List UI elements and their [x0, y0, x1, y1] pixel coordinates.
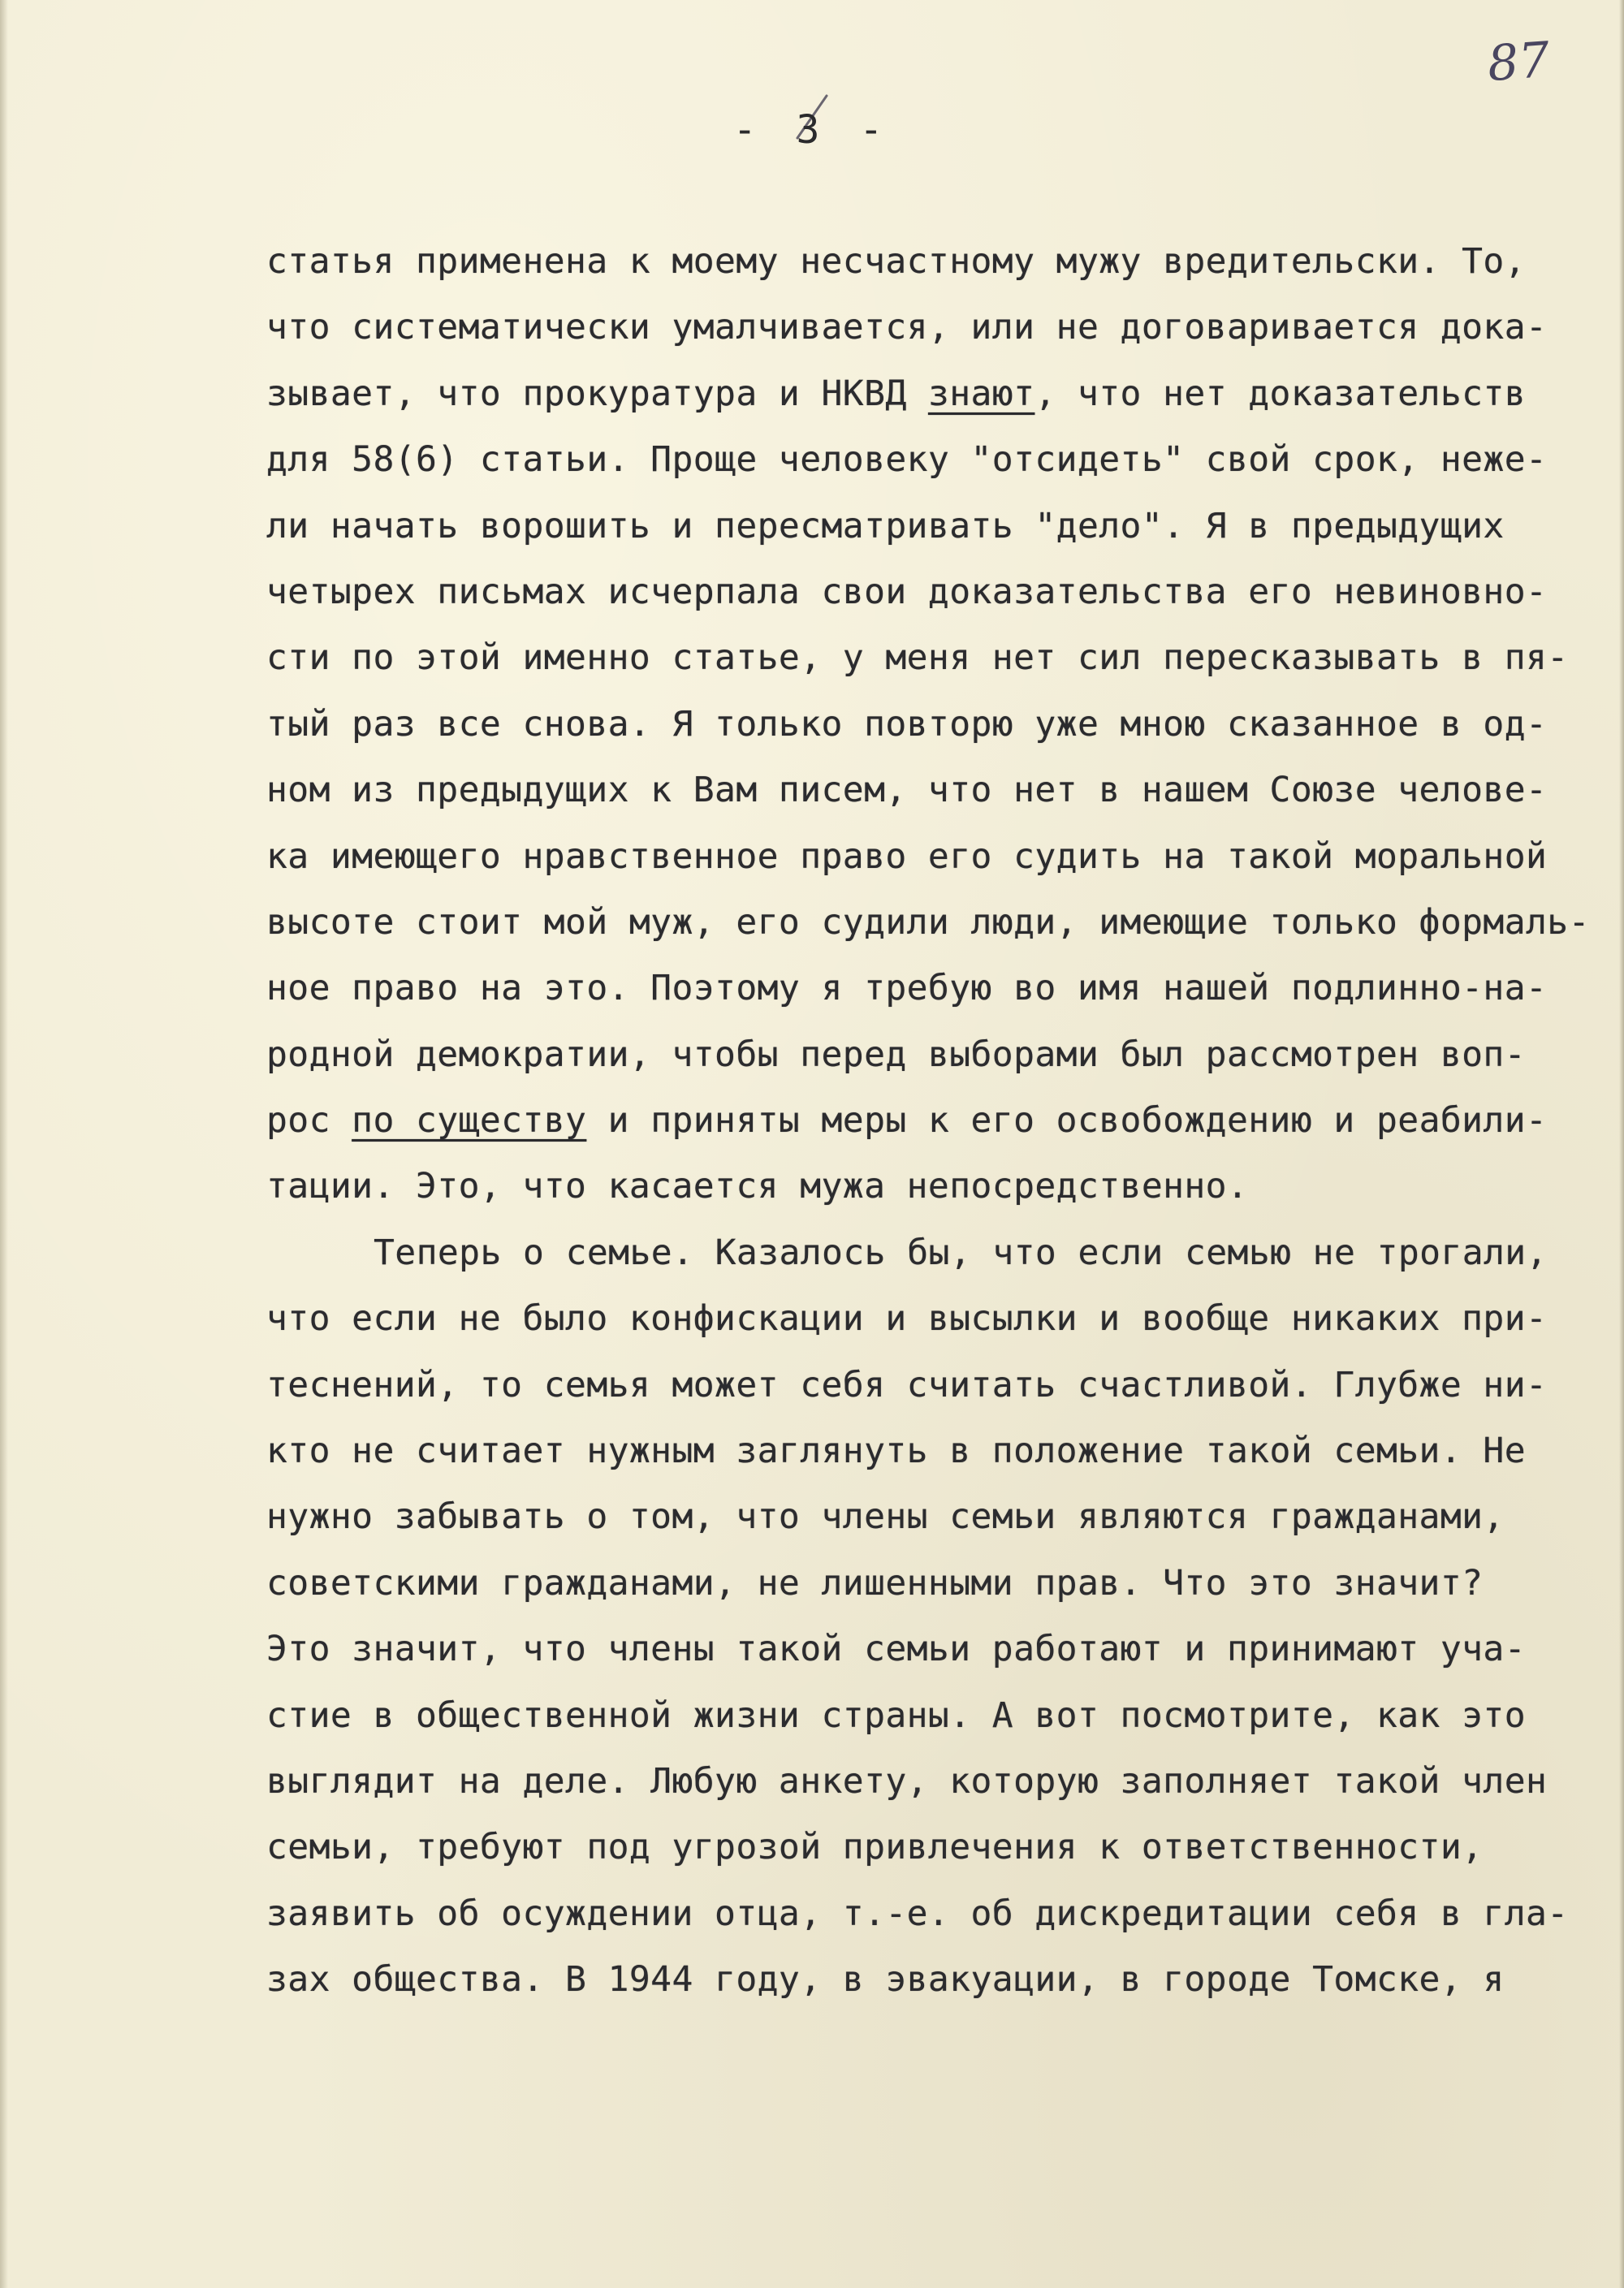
text-line: кто не считает нужным заглянуть в положение такой семьи. Не	[266, 1431, 1527, 1472]
archive-folio-number: 87	[1485, 31, 1552, 93]
text-line: зах общества. В 1944 году, в эвакуации, в городе Томске, я	[266, 1959, 1505, 2001]
text-line: тый раз все снова. Я только повторю уже мною сказанное в од-	[266, 703, 1548, 745]
text-line: семьи, требуют под угрозой привлечения к ответственности,	[266, 1827, 1484, 1868]
underlined-emphasis: знают	[927, 373, 1035, 414]
text-line: выглядит на деле. Любую анкету, которую заполняет такой член	[266, 1760, 1548, 1802]
text-line: что систематически умалчивается, или не договаривается дока-	[266, 307, 1548, 348]
text-line: родной демократии, чтобы перед выборами был рассмотрен воп-	[266, 1034, 1527, 1075]
text-line: стие в общественной жизни страны. А вот посмотрите, как это	[266, 1694, 1527, 1736]
text-line: четырех письмах исчерпала свои доказательства его невиновно-	[266, 571, 1548, 612]
text-line: заявить об осуждении отца, т.-е. об дискредитации себя в гла-	[266, 1893, 1569, 1934]
paper-edge-right	[1619, 0, 1624, 2288]
text-segment: рос	[266, 1100, 352, 1142]
letter-body-text	[266, 229, 1590, 2014]
text-segment: , что нет доказательств	[1034, 373, 1527, 414]
text-line: тации. Это, что касается мужа непосредственно.	[266, 1166, 1249, 1207]
page-number: - 3 -	[732, 107, 892, 153]
text-line: Это значит, что члены такой семьи работают и принимают уча-	[266, 1629, 1527, 1670]
text-line: сти по этой именно статье, у меня нет сил пересказывать в пя-	[266, 637, 1569, 679]
text-segment: и приняты меры к его освобождению и реабили-	[586, 1100, 1548, 1142]
text-line: теснений, то семья может себя считать счастливой. Глубже ни-	[266, 1364, 1548, 1405]
text-line: советскими гражданами, не лишенными прав. Что это значит?	[266, 1562, 1484, 1604]
underlined-emphasis: по существу	[352, 1100, 587, 1142]
text-line: статья применена к моему несчастному мужу вредительски. То,	[266, 241, 1527, 282]
text-line: для 58(6) статьи. Проще человеку "отсидеть" свой срок, нежe-	[266, 439, 1548, 481]
text-line: высоте стоит мой муж, его судили люди, имеющие только формаль-	[266, 901, 1590, 943]
text-line: что если не было конфискации и высылки и вообще никаких при-	[266, 1298, 1548, 1340]
text-line: ное право на это. Поэтому я требую во имя нашей подлинно-на-	[266, 968, 1548, 1009]
text-line: Теперь о семье. Казалось бы, что если семью не трогали,	[374, 1232, 1548, 1273]
text-line: ном из предыдущих к Вам писем, что нет в нашем Союзе челове-	[266, 770, 1548, 811]
text-line	[266, 361, 1559, 427]
paper-edge-left	[0, 0, 8, 2288]
text-segment: зывает, что прокуратура и НКВД	[266, 373, 928, 414]
text-line: ка имеющего нравственное право его судить на такой моральной	[266, 835, 1548, 877]
text-line: нужно забывать о том, что члены семьи являются гражданами,	[266, 1496, 1505, 1538]
text-line: ли начать ворошить и пересматривать "дело". Я в предыдущих	[266, 505, 1505, 546]
text-line	[266, 1088, 1559, 1154]
